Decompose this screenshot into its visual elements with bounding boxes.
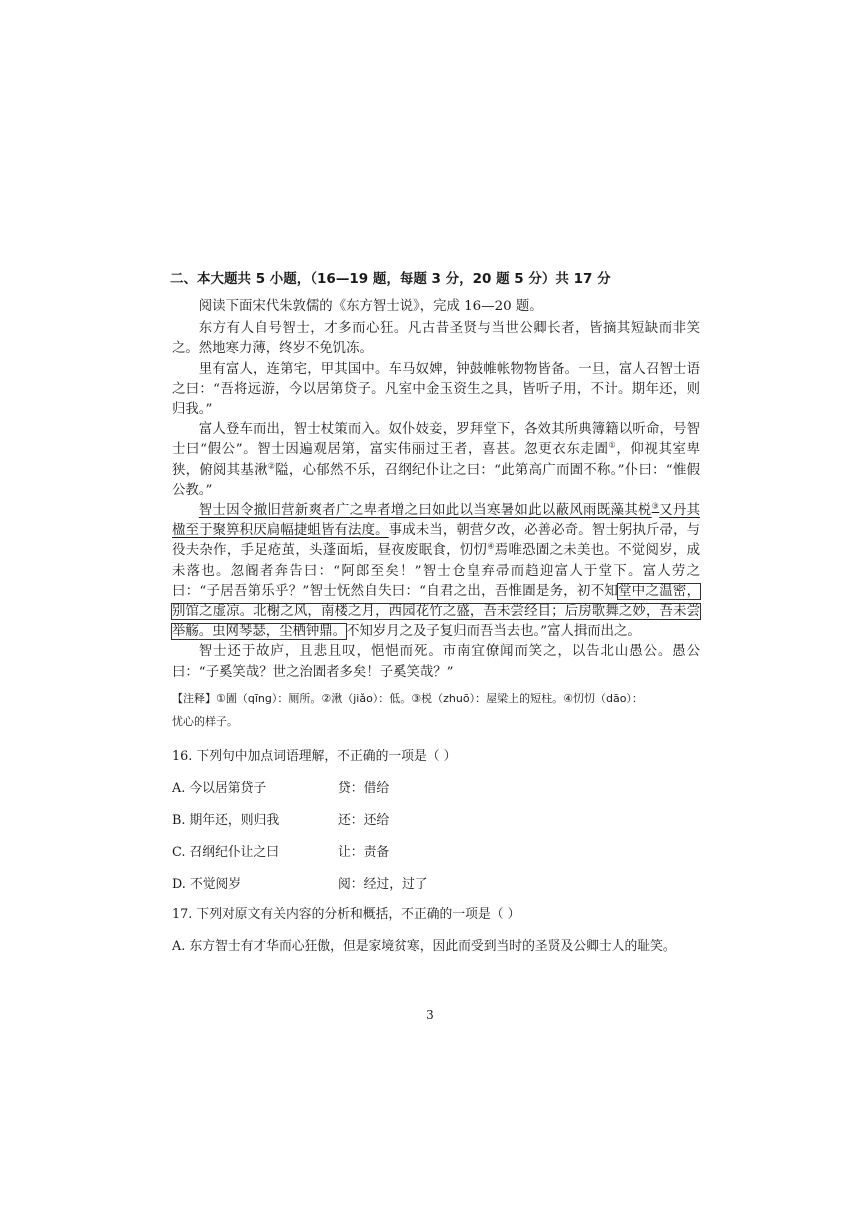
question-16-option-d <box>172 876 692 894</box>
option-explanation: 还：还给 <box>338 813 390 828</box>
passage-paragraph-1: 东方有人自号智士，才多而心狂。凡古昔圣贤与当世公卿长者，皆摘其短缺而非笑之。然地寒力薄，终岁不免饥冻。 <box>172 321 700 357</box>
passage-paragraph-4 <box>172 501 700 642</box>
option-text: C. 召纲纪仆让之曰 <box>172 845 280 860</box>
option-text: D. 不觉阅岁 <box>172 877 242 892</box>
paragraph-3-text-a: 富人登车而出，智士杖策而入。奴仆妓妾，罗拜堂下，各效其所典簿籍以听命，号智士曰“假公”。智士因遍观居第，富实伟丽过王者，喜甚。忽更衣东走圊 <box>172 422 700 458</box>
boxed-passage: 堂中之温密，别馆之虚凉。北榭之风，南楼之月，西园花竹之盛，吾未尝经目；后房歌舞之妙，吾未尝举觞。虫网琴瑟，尘栖钟鼎。 <box>172 583 700 640</box>
annotation-notes <box>172 690 700 730</box>
footnote-marker-1: ① <box>608 440 617 450</box>
passage-paragraph-3 <box>172 420 700 501</box>
question-17-option-a: A. 东方智士有才华而心狂傲，但是家境贫寒，因此而受到当时的圣贤及公卿士人的耻笑。 <box>172 939 676 954</box>
passage-paragraph-5: 智士还于故庐，且悲且叹，悒悒而死。市南宜僚闻而笑之，以告北山愚公。愚公曰：“子奚笑哉？世之治圊者多矣！子奚笑哉？” <box>172 644 700 680</box>
page-number: 3 <box>426 1008 434 1022</box>
question-16-stem: 16. 下列句中加点词语理解，不正确的一项是（ ） <box>172 749 457 764</box>
option-text: A. 今以居第贷子 <box>172 781 267 796</box>
paragraph-4-text-a: 事成未当，朝营夕改，必善必奇。智士躬执斤帚，与役夫杂作，手足疮茧，头蓬面垢，昼夜废眠食，忉忉 <box>172 523 701 559</box>
footnote-marker-4: ④ <box>487 541 495 551</box>
underlined-sentence-a: 智士因令撤旧营新爽者广之卑者增之曰如此以当寒暑如此以蔽风雨既藻其棁 <box>198 503 652 519</box>
footnote-marker-2: ② <box>267 461 276 471</box>
question-16-option-b <box>172 812 692 830</box>
paragraph-3-text-b: ，仰视其室卑狭，俯阅其基湫 <box>172 442 701 478</box>
option-text: B. 期年还，则归我 <box>172 813 280 828</box>
notes-line-2: 忧心的样子。 <box>172 715 238 728</box>
underlined-sentence-b: 又丹其楹至于聚箅积厌扃幅捷蛆皆有法度。 <box>172 503 701 539</box>
footnote-marker-3: ③ <box>651 501 660 511</box>
paragraph-3-text-c: 隘，心郁然不乐，召纲纪仆让之曰：“此第高广而圊不称。”仆曰：“惟假公教。” <box>172 462 701 498</box>
notes-line-1: 【注释】①圊（qīng）：厕所。②湫（jiǎo）：低。③棁（zhuō）：屋梁上的短柱。④忉忉（dāo）： <box>172 692 643 705</box>
question-16-option-a <box>172 780 692 798</box>
option-explanation: 阅：经过，过了 <box>338 877 428 892</box>
reading-passage <box>172 297 700 683</box>
paragraph-4-text-b: 焉唯恐圊之未美也。不觉阅岁，成未落也。忽阍者奔告曰：“阿郎至矣！”智士仓皇弃帚而趋迎富人于堂下。富人劳之曰：“子居吾第乐乎？”智士怃然自失曰：“自君之出，吾惟圊是务，初不知 <box>172 543 701 599</box>
section-heading: 二、本大题共 5 小题，（16—19 题，每题 3 分，20 题 5 分）共 17 分 <box>170 271 611 287</box>
passage-intro: 阅读下面宋代朱敦儒的《东方智士说》，完成 16—20 题。 <box>198 299 543 314</box>
passage-paragraph-2: 里有富人，连第宅，甲其国中。车马奴婢，钟鼓帷帐物物皆备。一旦，富人召智士语之曰：“吾将远游，今以居第贷子。凡室中金玉资生之具，皆听子用，不计。期年还，则归我。” <box>172 361 700 418</box>
option-explanation: 让：责备 <box>338 845 390 860</box>
option-explanation: 贷：借给 <box>338 781 390 796</box>
paragraph-4-text-c: 不知岁月之及子复归而吾当去也。”富人揖而出之。 <box>346 624 641 640</box>
question-16-option-c <box>172 844 692 862</box>
question-17-stem: 17. 下列对原文有关内容的分析和概括，不正确的一项是（ ） <box>172 907 521 922</box>
